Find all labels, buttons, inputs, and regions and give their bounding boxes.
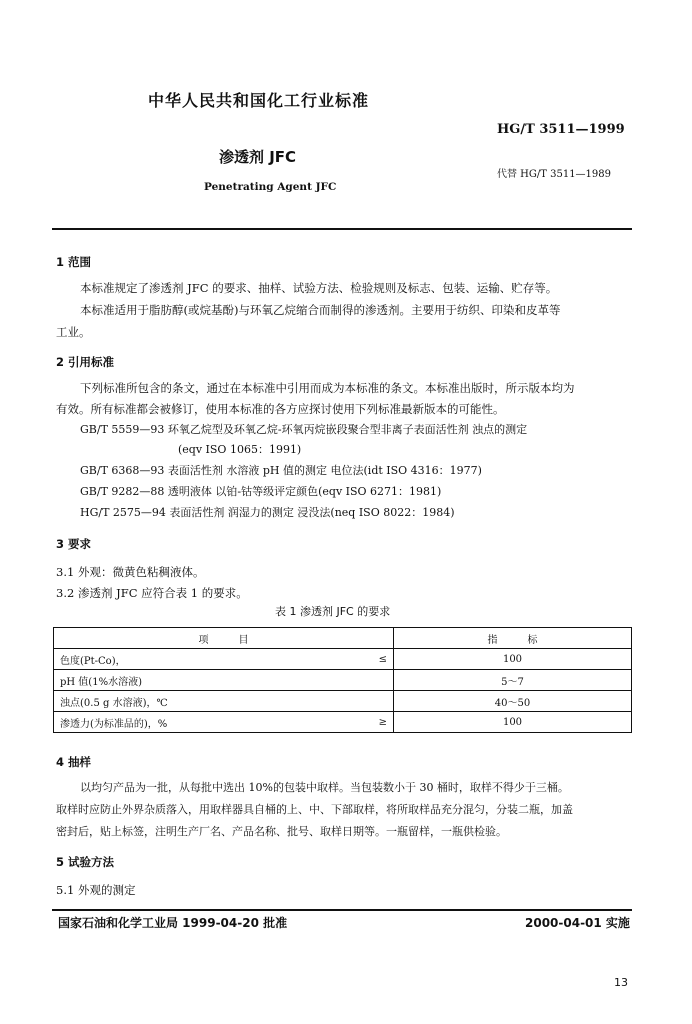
header-rule xyxy=(52,228,632,230)
section-5-heading: 5 试验方法 xyxy=(56,855,115,869)
row-comparator xyxy=(351,691,394,712)
section-2-paragraph-cont: 有效。所有标准都会被修订，使用本标准的各方应探讨使用下列标准最新版本的可能性。 xyxy=(56,402,505,416)
column-header-item: 项 目 xyxy=(54,628,394,649)
table-caption: 表 1 渗透剂 JFC 的要求 xyxy=(275,605,391,618)
reference-item: HG/T 2575—94 表面活性剂 润湿力的测定 浸没法(neq ISO 8022：1984) xyxy=(80,506,455,519)
section-1-paragraph-1: 本标准规定了渗透剂 JFC 的要求、抽样、试验方法、检验规则及标志、包装、运输、贮存等。 xyxy=(80,281,558,295)
table-row xyxy=(54,691,632,712)
column-header-index: 指 标 xyxy=(394,628,632,649)
row-comparator: ≤ xyxy=(351,649,394,670)
clause-3-2: 3.2 渗透剂 JFC 应符合表 1 的要求。 xyxy=(56,586,248,600)
section-4-paragraph: 以均匀产品为一批，从每批中选出 10%的包装中取样。当包装数小于 30 桶时，取样不得少于三桶。 xyxy=(80,781,569,794)
row-item-name: 浊点(0.5 g 水溶液)，℃ xyxy=(54,691,352,712)
approval-line: 国家石油和化学工业局 1999-04-20 批准 xyxy=(58,916,288,930)
clause-5-1: 5.1 外观的测定 xyxy=(56,883,136,897)
footer-rule xyxy=(52,909,632,911)
table-row xyxy=(54,670,632,691)
reference-item: (eqv ISO 1065：1991) xyxy=(178,443,302,456)
row-value: 40～50 xyxy=(394,691,632,712)
table-row xyxy=(54,649,632,670)
document-title: 渗透剂 JFC xyxy=(219,148,297,166)
section-1-paragraph-2-cont: 工业。 xyxy=(56,325,91,339)
section-2-paragraph: 下列标准所包含的条文，通过在本标准中引用而成为本标准的条文。本标准出版时，所示版本均为 xyxy=(80,381,575,395)
requirements-table xyxy=(53,627,632,733)
row-item-name: 色度(Pt-Co)， xyxy=(54,649,352,670)
standard-code: HG/T 3511—1999 xyxy=(497,122,625,137)
page-number: 13 xyxy=(614,976,628,989)
row-value: 100 xyxy=(394,712,632,733)
section-2-heading: 2 引用标准 xyxy=(56,355,115,369)
section-4-paragraph-cont: 取样时应防止外界杂质落入，用取样器具自桶的上、中、下部取样，将所取样品充分混匀，分装二瓶，加盖 xyxy=(56,803,573,816)
row-item-name: 渗透力(为标准品的)，% xyxy=(54,712,352,733)
row-comparator xyxy=(351,670,394,691)
section-3-heading: 3 要求 xyxy=(56,537,92,551)
row-value: 100 xyxy=(394,649,632,670)
section-4-paragraph-cont: 密封后，贴上标签，注明生产厂名、产品名称、批号、取样日期等。一瓶留样，一瓶供检验。 xyxy=(56,825,507,838)
section-4-heading: 4 抽样 xyxy=(56,755,92,769)
table-row xyxy=(54,712,632,733)
replaces-note: 代替 HG/T 3511—1989 xyxy=(497,169,612,180)
reference-item: GB/T 6368—93 表面活性剂 水溶液 pH 值的测定 电位法(idt ISO 4316：1977) xyxy=(80,464,482,477)
reference-item: GB/T 5559—93 环氧乙烷型及环氧乙烷-环氧丙烷嵌段聚合型非离子表面活性剂 浊点的测定 xyxy=(80,423,528,436)
clause-3-1: 3.1 外观：微黄色粘稠液体。 xyxy=(56,565,205,579)
section-1-heading: 1 范围 xyxy=(56,255,92,269)
effective-date: 2000-04-01 实施 xyxy=(525,916,630,930)
row-value: 5～7 xyxy=(394,670,632,691)
issuing-organization: 中华人民共和国化工行业标准 xyxy=(148,91,370,110)
section-1-paragraph-2: 本标准适用于脂肪醇(或烷基酚)与环氧乙烷缩合而制得的渗透剂。主要用于纺织、印染和皮革等 xyxy=(80,303,561,317)
table-header-row xyxy=(54,628,632,649)
row-item-name: pH 值(1%水溶液) xyxy=(54,670,352,691)
reference-item: GB/T 9282—88 透明液体 以铂-钴等级评定颜色(eqv ISO 6271：1981) xyxy=(80,485,442,498)
english-title: Penetrating Agent JFC xyxy=(204,181,337,193)
row-comparator: ≥ xyxy=(351,712,394,733)
